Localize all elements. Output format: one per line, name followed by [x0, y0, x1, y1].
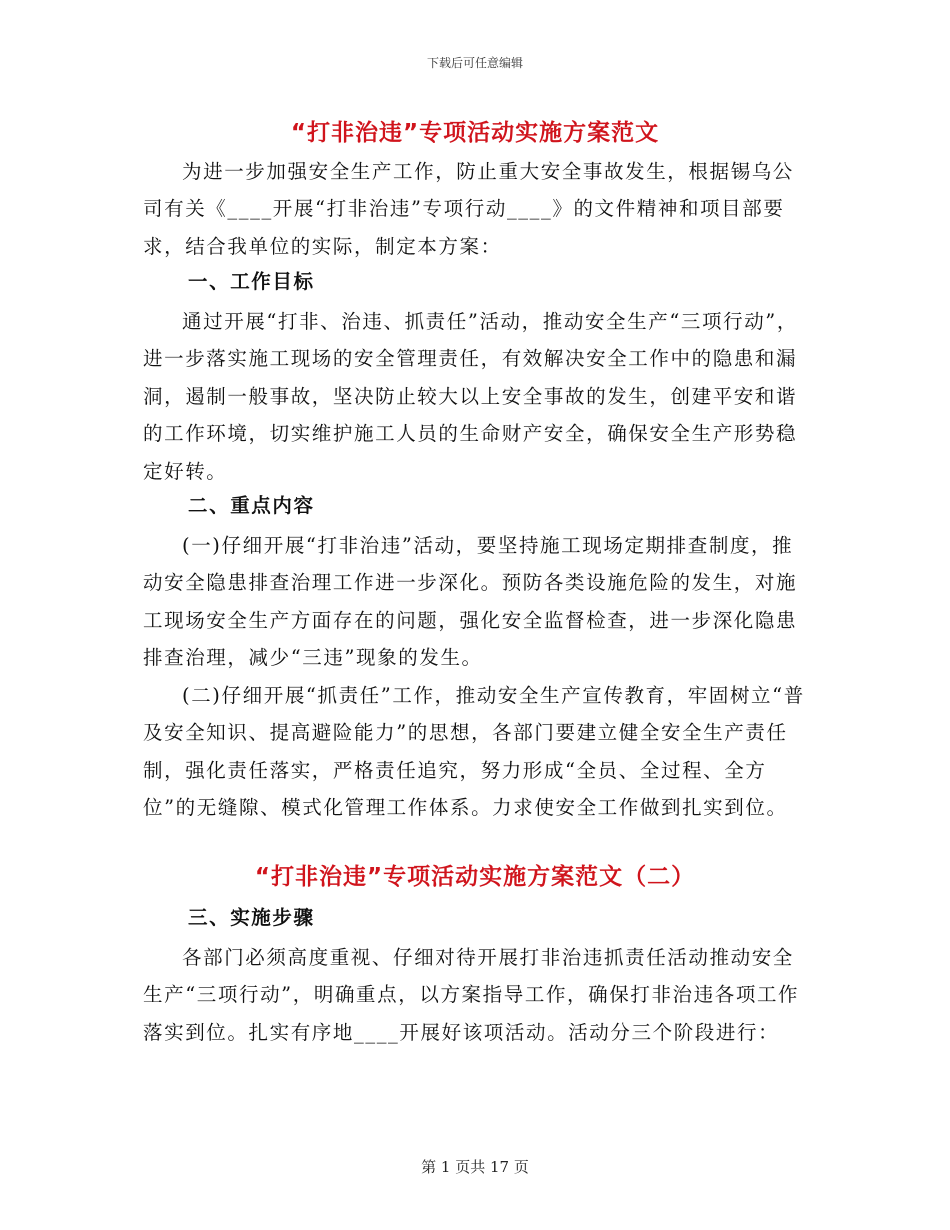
section1-text: 通过开展“打非、治违、抓责任”活动，推动安全生产“三项行动”，进一步落实施工现场的安全管理责任，有效解决安全工作中的隐患和漏洞，遏制一般事故，坚决防止较大以上安全事故的发生，创建平安和谐的工作环境，切实维护施工人员的生命财产安全，确保安全生产形势稳定好转。 [143, 310, 798, 483]
document-title: “打非治违”专项活动实施方案范文 [290, 120, 660, 146]
section2-heading: 二、重点内容 [188, 494, 315, 517]
section2-item2-text: (二)仔细开展“抓责任”工作，推动安全生产宣传教育，牢固树立“普及安全知识、提高避险能力”的思想，各部门要建立健全安全生产责任制，强化责任落实，严格责任追究，努力形成“全员、全过程、全方位”的无缝隙、模式化管理工作体系。力求使安全工作做到扎实到位。 [143, 684, 805, 820]
section2-item2-paragraph [143, 677, 805, 827]
section1-heading: 一、工作目标 [188, 270, 315, 293]
page-footer: 第 1 页共 17 页 [421, 1158, 529, 1176]
section3-paragraph [143, 939, 805, 1051]
intro-paragraph [143, 153, 805, 265]
header-note: 下载后可任意编辑 [426, 56, 523, 70]
document-subtitle: “打非治违”专项活动实施方案范文（二） [254, 864, 696, 890]
intro-text: 为进一步加强安全生产工作，防止重大安全事故发生，根据锡乌公司有关《____开展“打非治违”专项行动____》的文件精神和项目部要求，结合我单位的实际，制定本方案： [143, 160, 794, 258]
section2-item1-text: (一)仔细开展“打非治违”活动，要坚持施工现场定期排查制度，推动安全隐患排查治理工作进一步深化。预防各类设施危险的发生，对施工现场安全生产方面存在的问题，强化安全监督检查，进一步深化隐患排查治理，减少“三违”现象的发生。 [143, 534, 798, 670]
section2-item1-paragraph [143, 527, 805, 677]
section1-paragraph [143, 303, 805, 490]
section3-text: 各部门必须高度重视、仔细对待开展打非治违抓责任活动推动安全生产“三项行动”，明确重点，以方案指导工作，确保打非治违各项工作落实到位。扎实有序地____开展好该项活动。活动分三个阶段进行： [143, 946, 800, 1044]
section3-heading: 三、实施步骤 [188, 906, 315, 929]
